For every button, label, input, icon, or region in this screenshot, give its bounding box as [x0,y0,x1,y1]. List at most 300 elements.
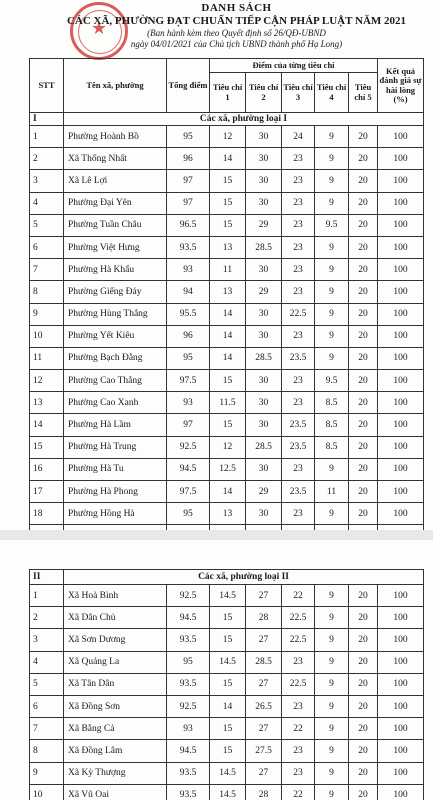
cell-stt: 7 [30,259,64,281]
cell-c4: 9 [315,170,349,192]
cell-stt: 4 [30,651,64,673]
cell-result: 100 [378,718,424,740]
cell-c3: 22.5 [282,607,315,629]
cell-stt: 17 [30,481,64,503]
cell-c3: 23 [282,762,315,784]
cell-c1: 15 [210,607,246,629]
cell-stt: 10 [30,784,64,800]
cell-c2: 30 [246,303,282,325]
cell-stt: 14 [30,414,64,436]
cell-result: 100 [378,325,424,347]
table-row [30,740,424,762]
cell-c3: 23 [282,651,315,673]
cell-c1: 14.5 [210,651,246,673]
cell-result: 100 [378,214,424,236]
cell-name: Phường Bạch Đằng [64,347,167,369]
cell-c5: 20 [349,259,378,281]
cell-c2: 28 [246,607,282,629]
cell-result: 100 [378,414,424,436]
cell-c2: 27 [246,629,282,651]
cell-c1: 15 [210,629,246,651]
cell-result: 100 [378,585,424,607]
cell-c5: 20 [349,414,378,436]
cell-stt: 9 [30,303,64,325]
header-c2: Tiêu chí 2 [246,73,282,113]
cell-stt: 6 [30,236,64,258]
cell-c2: 27 [246,585,282,607]
cell-c4: 9 [315,784,349,800]
cell-c4: 9.5 [315,370,349,392]
cell-c3: 23 [282,170,315,192]
cell-total: 92.5 [167,436,210,458]
cell-c4: 8.5 [315,392,349,414]
cell-stt: 5 [30,214,64,236]
cell-c2: 27 [246,673,282,695]
table-row [30,585,424,607]
cell-c2: 30 [246,414,282,436]
cell-c4: 9 [315,503,349,525]
document-note-line2: ngày 04/01/2021 của Chủ tịch UBND thành phố Hạ Long) [130,39,343,49]
cell-total: 92.5 [167,695,210,717]
cell-stt: 2 [30,607,64,629]
cell-c2: 27 [246,718,282,740]
cell-c3: 23 [282,281,315,303]
cell-c4: 9 [315,585,349,607]
cell-c5: 20 [349,214,378,236]
cell-total: 93.5 [167,784,210,800]
cell-c1: 13 [210,281,246,303]
cell-c1: 12.5 [210,458,246,480]
cell-c1: 14 [210,347,246,369]
cell-total: 93.5 [167,673,210,695]
cell-result: 100 [378,740,424,762]
section-row [30,570,424,585]
cell-c3: 23 [282,370,315,392]
cell-c5: 20 [349,762,378,784]
cell-total: 93 [167,259,210,281]
cell-c4: 9 [315,259,349,281]
cell-stt: 9 [30,762,64,784]
cell-name: Phường Cao Xanh [64,392,167,414]
table-row [30,629,424,651]
cell-c1: 15 [210,192,246,214]
cell-total: 95 [167,503,210,525]
cell-name: Phường Hà Trung [64,436,167,458]
cell-stt: 3 [30,170,64,192]
cell-c2: 30 [246,370,282,392]
cell-c5: 20 [349,170,378,192]
section-label: Các xã, phường loại I [64,113,424,126]
cell-result: 100 [378,651,424,673]
cell-c3: 23 [282,236,315,258]
cell-name: Phường Hà Tu [64,458,167,480]
cell-result: 100 [378,503,424,525]
cell-c1: 15 [210,414,246,436]
cell-c2: 30 [246,170,282,192]
cell-c5: 20 [349,303,378,325]
cell-result: 100 [378,607,424,629]
table-row [30,673,424,695]
cell-total: 94.5 [167,458,210,480]
cell-total: 93.5 [167,762,210,784]
cell-c3: 23 [282,259,315,281]
cell-name: Xã Lê Lợi [64,170,167,192]
cell-result: 100 [378,762,424,784]
cell-total: 94.5 [167,607,210,629]
cell-c1: 14 [210,303,246,325]
cell-result: 100 [378,170,424,192]
cell-c5: 20 [349,148,378,170]
cell-c2: 30 [246,148,282,170]
cell-c3: 23 [282,214,315,236]
cell-c3: 24 [282,126,315,148]
cell-result: 100 [378,673,424,695]
cell-total: 97.5 [167,481,210,503]
cell-c1: 14 [210,325,246,347]
cell-total: 96 [167,148,210,170]
cell-c5: 20 [349,651,378,673]
cell-c3: 22.5 [282,673,315,695]
cell-c1: 14 [210,695,246,717]
cell-name: Xã Thống Nhất [64,148,167,170]
cell-name: Phường Hà Lầm [64,414,167,436]
cell-c3: 23 [282,740,315,762]
cell-c4: 8.5 [315,414,349,436]
cell-c3: 23 [282,458,315,480]
cell-name: Phường Hà Phong [64,481,167,503]
cell-c2: 30 [246,126,282,148]
cell-c5: 20 [349,192,378,214]
cell-c1: 13 [210,236,246,258]
cell-c1: 11.5 [210,392,246,414]
table-row [30,762,424,784]
table-row [30,695,424,717]
cell-result: 100 [378,126,424,148]
cell-c4: 9 [315,347,349,369]
cell-name: Phường Tuần Châu [64,214,167,236]
cell-c1: 15 [210,718,246,740]
cell-total: 97.5 [167,370,210,392]
table-row [30,458,424,480]
cell-total: 94.5 [167,740,210,762]
cell-c2: 28.5 [246,347,282,369]
cell-stt: 8 [30,281,64,303]
cell-name: Phường Giếng Đáy [64,281,167,303]
cell-c4: 9 [315,740,349,762]
cell-result: 100 [378,436,424,458]
table-row [30,236,424,258]
cell-stt: 11 [30,347,64,369]
cell-c3: 23.5 [282,347,315,369]
cell-c4: 9 [315,629,349,651]
cell-total: 93 [167,718,210,740]
cell-c2: 29 [246,214,282,236]
cell-result: 100 [378,458,424,480]
cell-result: 100 [378,303,424,325]
cell-stt: 10 [30,325,64,347]
cell-c3: 23.5 [282,481,315,503]
cell-stt: 15 [30,436,64,458]
cell-result: 100 [378,259,424,281]
cell-c3: 22 [282,585,315,607]
cell-c5: 20 [349,236,378,258]
cell-c2: 29 [246,481,282,503]
cell-c4: 9 [315,762,349,784]
cell-result: 100 [378,392,424,414]
cell-c4: 9 [315,281,349,303]
cell-stt: 13 [30,392,64,414]
table-row [30,281,424,303]
cell-c2: 28 [246,784,282,800]
cell-c4: 9 [315,695,349,717]
table-row [30,214,424,236]
cell-c4: 9 [315,126,349,148]
cell-stt: 6 [30,695,64,717]
cell-total: 95.5 [167,303,210,325]
cell-stt: 2 [30,148,64,170]
cell-total: 93 [167,392,210,414]
cell-c2: 30 [246,458,282,480]
cell-total: 93.5 [167,629,210,651]
section-stt: I [30,113,64,126]
cell-result: 100 [378,695,424,717]
cell-total: 95 [167,651,210,673]
cell-c2: 30 [246,192,282,214]
cell-c3: 22 [282,718,315,740]
cell-c1: 15 [210,673,246,695]
table-row [30,370,424,392]
cell-name: Phường Hà Khẩu [64,259,167,281]
cell-c1: 14 [210,148,246,170]
cell-c5: 20 [349,481,378,503]
cell-c5: 20 [349,673,378,695]
cell-stt: 12 [30,370,64,392]
table-row [30,503,424,525]
cell-total: 96 [167,325,210,347]
cell-name: Phường Đại Yên [64,192,167,214]
cell-name: Phường Việt Hưng [64,236,167,258]
cell-name: Xã Hoà Bình [64,585,167,607]
cell-c2: 30 [246,503,282,525]
cell-name: Xã Tân Dân [64,673,167,695]
cell-stt: 1 [30,126,64,148]
cell-c1: 12 [210,126,246,148]
cell-name: Phường Hoành Bồ [64,126,167,148]
cell-c3: 23 [282,392,315,414]
header-c4: Tiêu chí 4 [315,73,349,113]
page-gap [0,530,433,540]
header-c3: Tiêu chí 3 [282,73,315,113]
cell-stt: 18 [30,503,64,525]
cell-c5: 20 [349,695,378,717]
cell-c5: 20 [349,784,378,800]
cell-name: Xã Kỳ Thượng [64,762,167,784]
table-row [30,436,424,458]
cell-c2: 28.5 [246,651,282,673]
cell-c4: 11 [315,481,349,503]
cell-c1: 15 [210,170,246,192]
cell-total: 92.5 [167,585,210,607]
cell-result: 100 [378,148,424,170]
cell-total: 95 [167,126,210,148]
cell-c3: 23 [282,503,315,525]
score-table [29,58,424,548]
cell-c4: 9 [315,303,349,325]
cell-c5: 20 [349,458,378,480]
cell-total: 95 [167,347,210,369]
table-row [30,347,424,369]
cell-stt: 8 [30,740,64,762]
table-row [30,481,424,503]
cell-name: Xã Sơn Dương [64,629,167,651]
header-c1: Tiêu chí 1 [210,73,246,113]
cell-c4: 9.5 [315,214,349,236]
cell-total: 97 [167,170,210,192]
cell-c1: 14.5 [210,762,246,784]
cell-c3: 23 [282,192,315,214]
cell-c2: 27 [246,762,282,784]
table-row [30,148,424,170]
cell-total: 97 [167,192,210,214]
cell-c4: 9 [315,607,349,629]
cell-result: 100 [378,236,424,258]
cell-c5: 20 [349,585,378,607]
cell-c2: 30 [246,325,282,347]
section-label: Các xã, phường loại II [64,570,424,585]
cell-c5: 20 [349,126,378,148]
cell-c1: 15 [210,370,246,392]
cell-c2: 28.5 [246,236,282,258]
cell-c5: 20 [349,607,378,629]
cell-name: Phường Cao Thắng [64,370,167,392]
cell-c1: 14.5 [210,784,246,800]
cell-name: Xã Dân Chủ [64,607,167,629]
cell-c3: 22.5 [282,303,315,325]
document-note-line1: (Ban hành kèm theo Quyết định số 26/QĐ-UBND [147,28,326,38]
cell-total: 93.5 [167,236,210,258]
cell-c1: 15 [210,214,246,236]
cell-c4: 9 [315,236,349,258]
cell-c2: 30 [246,392,282,414]
cell-c2: 27.5 [246,740,282,762]
cell-name: Phường Hồng Hà [64,503,167,525]
cell-c5: 20 [349,740,378,762]
cell-result: 100 [378,784,424,800]
cell-total: 97 [167,414,210,436]
header-c5: Tiêu chí 5 [349,73,378,113]
cell-c3: 23 [282,695,315,717]
cell-c1: 11 [210,259,246,281]
cell-stt: 4 [30,192,64,214]
cell-c3: 23 [282,148,315,170]
cell-c5: 20 [349,436,378,458]
cell-result: 100 [378,629,424,651]
cell-name: Xã Bằng Cả [64,718,167,740]
header-total: Tổng điểm [167,59,210,113]
cell-c4: 9 [315,651,349,673]
cell-stt: 3 [30,629,64,651]
table-row [30,607,424,629]
cell-result: 100 [378,481,424,503]
section-stt: II [30,570,64,585]
cell-c4: 9 [315,192,349,214]
header-stt: STT [30,59,64,113]
cell-c3: 22 [282,784,315,800]
section-row [30,113,424,126]
cell-name: Xã Đồng Lâm [64,740,167,762]
cell-c5: 20 [349,629,378,651]
cell-stt: 7 [30,718,64,740]
cell-c4: 9 [315,458,349,480]
cell-total: 94 [167,281,210,303]
cell-c5: 20 [349,503,378,525]
table-row [30,718,424,740]
header-criteria-group: Điểm của từng tiêu chí [210,59,378,73]
document-title: DANH SÁCH [201,2,272,14]
cell-c3: 23 [282,325,315,347]
table-row [30,303,424,325]
cell-c1: 14.5 [210,585,246,607]
cell-c1: 12 [210,436,246,458]
cell-c4: 9 [315,673,349,695]
cell-c5: 20 [349,325,378,347]
cell-stt: 1 [30,585,64,607]
cell-c2: 28.5 [246,436,282,458]
cell-c1: 14 [210,481,246,503]
cell-c5: 20 [349,370,378,392]
table-row [30,392,424,414]
cell-c4: 9 [315,718,349,740]
cell-result: 100 [378,347,424,369]
score-table-continued [29,569,424,800]
cell-c5: 20 [349,347,378,369]
cell-c1: 13 [210,503,246,525]
cell-c3: 23.5 [282,436,315,458]
cell-result: 100 [378,370,424,392]
cell-c2: 30 [246,259,282,281]
table-row [30,170,424,192]
cell-name: Xã Quảng La [64,651,167,673]
cell-name: Xã Vũ Oai [64,784,167,800]
header-name: Tên xã, phường [64,59,167,113]
header-result: Kết quả đánh giá sự hài lòng (%) [378,59,424,113]
cell-c3: 23.5 [282,414,315,436]
cell-name: Xã Đồng Sơn [64,695,167,717]
document-subtitle: CÁC XÃ, PHƯỜNG ĐẠT CHUẨN TIẾP CẬN PHÁP LUẬT NĂM 2021 [66,15,407,27]
cell-name: Phường Hùng Thắng [64,303,167,325]
table-row [30,259,424,281]
cell-c5: 20 [349,718,378,740]
table-row [30,126,424,148]
table-row [30,325,424,347]
cell-c4: 9 [315,148,349,170]
cell-c2: 29 [246,281,282,303]
cell-c3: 22.5 [282,629,315,651]
cell-c1: 15 [210,740,246,762]
cell-c5: 20 [349,281,378,303]
cell-c4: 8.5 [315,436,349,458]
table-row [30,784,424,800]
cell-total: 96.5 [167,214,210,236]
cell-result: 100 [378,281,424,303]
cell-stt: 5 [30,673,64,695]
cell-c2: 26.5 [246,695,282,717]
table-row [30,192,424,214]
cell-c4: 9 [315,325,349,347]
cell-name: Phường Yết Kiêu [64,325,167,347]
table-row [30,651,424,673]
cell-stt: 16 [30,458,64,480]
